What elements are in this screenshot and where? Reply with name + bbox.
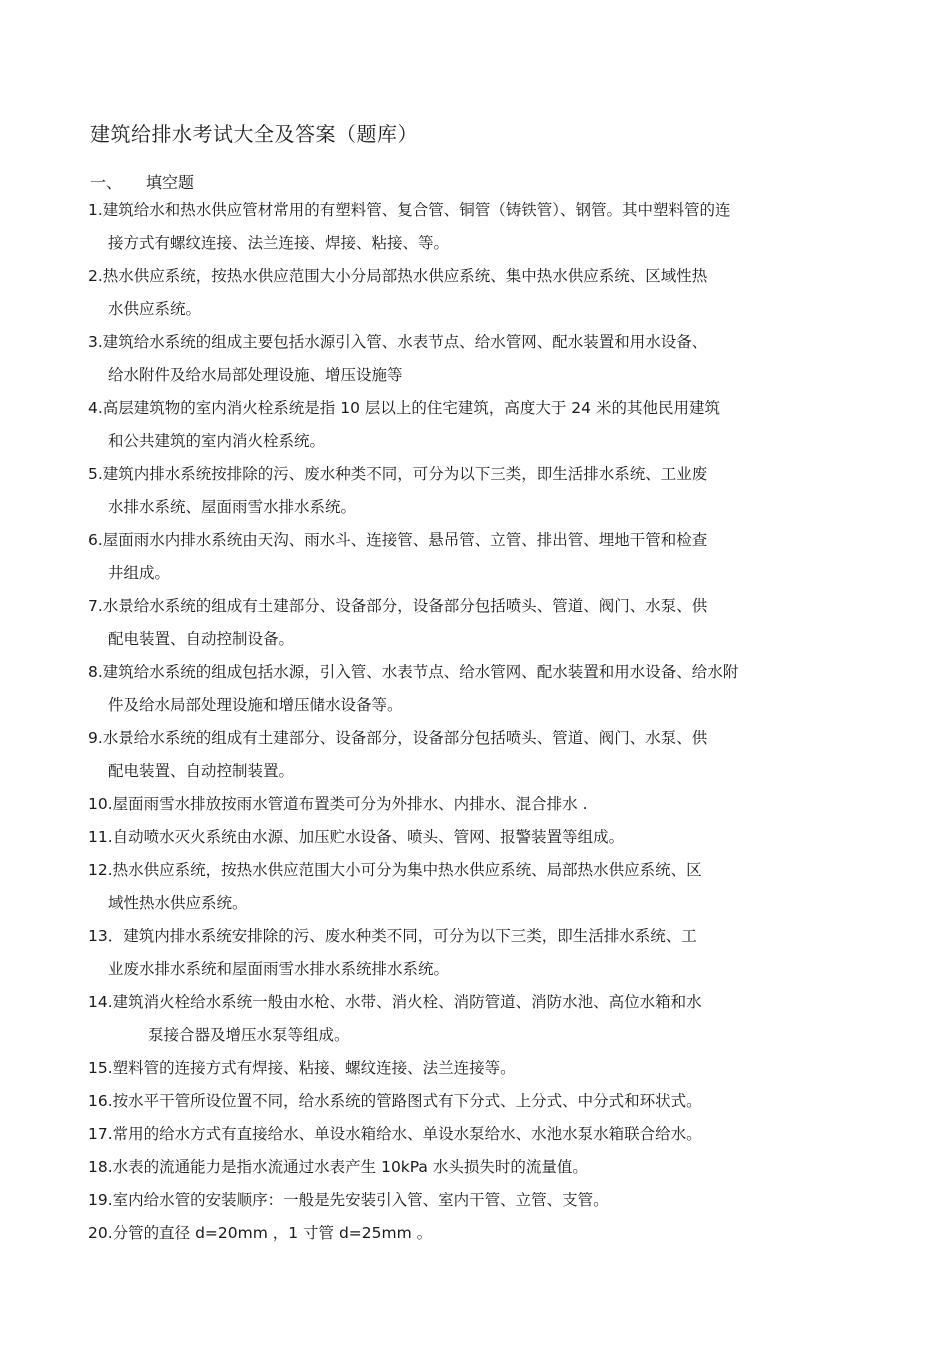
question-line: 域性热水供应系统。 [108, 894, 248, 912]
question-line: 接方式有螺纹连接、法兰连接、焊接、粘接、等。 [108, 234, 450, 252]
section-number: 一、 [90, 173, 123, 192]
question-line: 5.建筑内排水系统按排除的污、废水种类不同，可分为以下三类，即生活排水系统、工业废 [88, 465, 708, 483]
question-line: 18.水表的流通能力是指水流通过水表产生 10kPa 水头损失时的流量值。 [88, 1158, 588, 1176]
question-line: 配电装置、自动控制设备。 [108, 630, 295, 648]
question-line: 水供应系统。 [108, 300, 202, 318]
question-line: 17.常用的给水方式有直接给水、单设水箱给水、单设水泵给水、水池水泵水箱联合给水。 [88, 1125, 702, 1143]
question-line: 和公共建筑的室内消火栓系统。 [108, 432, 326, 450]
question-line: 9.水景给水系统的组成有土建部分、设备部分，设备部分包括喷头、管道、阀门、水泵、供 [88, 729, 708, 747]
question-line: 14.建筑消火栓给水系统一般由水枪、水带、消火栓、消防管道、消防水池、高位水箱和水 [88, 993, 702, 1011]
question-line: 配电装置、自动控制装置。 [108, 762, 295, 780]
question-line: 15.塑料管的连接方式有焊接、粘接、螺纹连接、法兰连接等。 [88, 1059, 516, 1077]
question-line: 3.建筑给水系统的组成主要包括水源引入管、水表节点、给水管网、配水装置和用水设备、 [88, 333, 708, 351]
question-line: 13．建筑内排水系统安排除的污、废水种类不同，可分为以下三类，即生活排水系统、工 [88, 927, 697, 945]
question-line: 2.热水供应系统，按热水供应范围大小分局部热水供应系统、集中热水供应系统、区域性热 [88, 267, 708, 285]
question-line: 泵接合器及增压水泵等组成。 [148, 1026, 350, 1044]
question-line: 19.室内给水管的安装顺序：一般是先安装引入管、室内干管、立管、支管。 [88, 1191, 609, 1209]
question-line: 1.建筑给水和热水供应管材常用的有塑料管、复合管、铜管（铸铁管）、钢管。其中塑料管的连 [88, 201, 731, 219]
section-heading [90, 170, 194, 193]
question-line: 6.屋面雨水内排水系统由天沟、雨水斗、连接管、悬吊管、立管、排出管、埋地干管和检查 [88, 531, 708, 549]
question-line: 16.按水平干管所设位置不同，给水系统的管路图式有下分式、上分式、中分式和环状式。 [88, 1092, 702, 1110]
question-line: 10.屋面雨雪水排放按雨水管道布置类可分为外排水、内排水、混合排水 . [88, 795, 588, 813]
question-line: 11.自动喷水灭火系统由水源、加压贮水设备、喷头、管网、报警装置等组成。 [88, 828, 625, 846]
question-line: 件及给水局部处理设施和增压储水设备等。 [108, 696, 403, 714]
section-label: 填空题 [146, 173, 195, 192]
question-line: 4.高层建筑物的室内消火栓系统是指 10 层以上的住宅建筑，高度大于 24 米的其他民用建筑 [88, 399, 720, 417]
document-title: 建筑给排水考试大全及答案（题库） [90, 122, 418, 146]
question-line: 12.热水供应系统，按热水供应范围大小可分为集中热水供应系统、局部热水供应系统、区 [88, 861, 702, 879]
question-line: 20.分管的直径 d=20mm ，1 寸管 d=25mm 。 [88, 1224, 433, 1242]
question-line: 7.水景给水系统的组成有土建部分、设备部分，设备部分包括喷头、管道、阀门、水泵、供 [88, 597, 708, 615]
question-line: 业废水排水系统和屋面雨雪水排水系统排水系统。 [108, 960, 450, 978]
question-line: 给水附件及给水局部处理设施、增压设施等 [108, 366, 403, 384]
question-line: 井组成。 [108, 564, 171, 582]
question-line: 水排水系统、屋面雨雪水排水系统。 [108, 498, 357, 516]
question-line: 8.建筑给水系统的组成包括水源，引入管、水表节点、给水管网、配水装置和用水设备、给水附 [88, 663, 739, 681]
